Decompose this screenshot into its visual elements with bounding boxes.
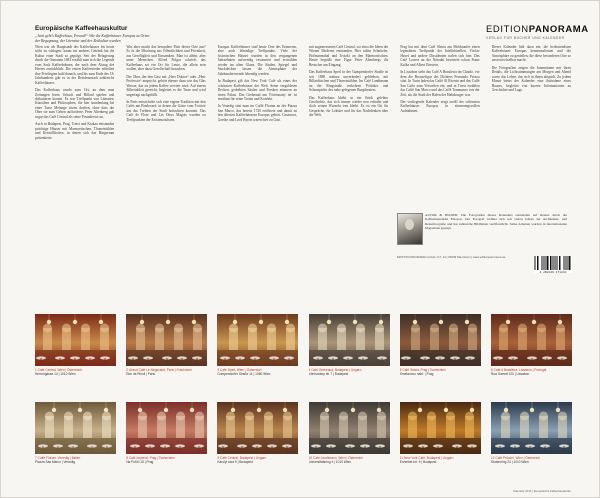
author-info — [397, 213, 567, 253]
page-subtitle: „Jetzt geht’s Kaffeehaus, Freund!“ Wie die Kaffeehäuser Europas zu Orten der Begegnung, der Literatur und der Zeitkultur wurden — [35, 34, 150, 43]
photo-caption-title: 12 Café Prückel, Wien | Österreich — [491, 456, 541, 460]
paragraph: Das Kaffeehaus bleibt so ein Stück gelebter Geschichte, das sich immer wieder neu erfindet und doch seinen Wurzeln treu bleibt. Es ist ein Ort für Gespräche, für Lektüre und für das Nachdenken über die Welt. — [308, 95, 389, 118]
photo-card — [309, 402, 390, 476]
paragraph: Das Kaffeehaus wurde zum Ort, an dem man Zeitungen lesen, Schach und Billard spielen und diskutieren konnte. Es war Treffpunkt von Literaten, Künstlern und Philosophen, die hier stundenlang bei einer Tasse Melange sitzen durften, ohne dass der Ober sie zum Gehen aufforderte. Peter Altenberg gab sogar das Café Central als seine Postadresse an. — [35, 88, 115, 119]
cafe-photo — [217, 402, 298, 454]
photo-card — [35, 402, 116, 476]
photo-caption-title: 11 New York Café, Budapest | Ungarn — [399, 456, 454, 460]
cafe-photo — [126, 402, 207, 454]
cafe-photo — [491, 402, 572, 454]
cafe-photo — [309, 402, 390, 454]
photo-grid — [35, 314, 572, 480]
footer-text: Kalender 2015 | Europäische Kaffeehauskultur — [513, 489, 571, 493]
photo-caption-title: 7 Caffè Florian, Venedig | Italien — [35, 456, 81, 460]
photo-caption-address: Gumpendorfer Straße 11 | 1060 Wien — [217, 372, 271, 376]
paragraph: Auch in Budapest, Prag, Triest und Krakau entstanden prächtige Häuser mit Marmortischen, Thonetstühlen und Kristalllüstern, in denen sich das Bürgertum präsentierte. — [35, 122, 115, 140]
photo-caption-title: 10 Café Landtmann, Wien | Österreich — [308, 456, 363, 460]
paragraph: mit zugemessenen Café Central, wo einst die Ideen der Wiener Moderne entstanden. Hier saßen Schnitzler, Hofmannsthal und Trotzki an den Marmortischen. Heute begrüßt eine Figur Peter Altenbergs die Besucher am Eingang. — [308, 45, 389, 67]
article-column-6 — [492, 45, 571, 205]
photo-caption-title: 1 Café Central, Wien | Österreich — [35, 368, 82, 372]
brand-left: EDITION — [486, 24, 529, 35]
cafe-photo — [309, 314, 390, 366]
photo-caption-title: 6 Café A Brasileira, Lissabon | Portugal — [491, 368, 547, 372]
photo-caption-title: 8 Café Imperial, Prag | Tschechien — [126, 456, 175, 460]
photo-caption-address: Herrengasse 14 | 1010 Wien — [35, 372, 76, 376]
photo-card — [217, 402, 298, 476]
author-portrait — [397, 213, 423, 245]
photo-caption-address: Stubenring 24 | 1010 Wien — [491, 460, 529, 464]
cafe-photo — [400, 314, 481, 366]
cafe-photo — [35, 314, 116, 366]
brand-right: PANORAMA — [528, 24, 589, 35]
photo-card — [491, 402, 572, 476]
paragraph: In Paris entwickelte sich eine eigene Tradition mit den Cafés am Boulevard, in denen die Gäste vom Trottoir aus das Treiben der Stadt betrachten konnten. Das Café de Flore und Les Deux Magots wurden zu Treffpunkten der Existenzialisten. — [126, 99, 206, 122]
publisher-tagline: VERLAG FÜR BÜCHER UND KALENDER — [486, 36, 565, 40]
article-column-1 — [35, 45, 114, 277]
photo-caption-address: Rue de Rivoli | Paris — [126, 372, 156, 376]
paragraph: In Lissabon steht das Café A Brasileira im Chiado, vor dem die Bronzefigur des Dichters Fernando Pessoa sitzt. In Turin laden das Caffè Al Bicerin und das Caffè San Carlo zum Verweilen ein, und in Triest erzählen das Caffè San Marco und das Caffè Tommaseo von der Zeit, als die Stadt der Hafen der Habsburger war. — [400, 70, 480, 97]
cafe-photo — [35, 402, 116, 454]
paragraph: In Budapest gilt das New York Café als eines der schönsten Kaffeehäuser der Welt. Seine vergoldeten Decken, gedrehten Säulen und Fresken erinnern an einen Palast. Das Gerbeaud am Vörösmarty tér ist berühmt für seine Torten und Konfekt. — [217, 79, 297, 101]
article-column-3 — [218, 45, 297, 277]
paragraph: Wien war als Hauptstadt des Kaffeehauses bis heute nicht zu schlagen: kaum ein anderes Getränk hat die Kultur einer Stadt so geprägt. Seit der Belagerung durch die Osmanen 1683 erzählt man sich die Legende vom Sack Kaffeebohnen, der nach dem Abzug des Heeres zurückblieb. Die ersten Kaffeesieder erhielten ihre Privilegien bald danach, und bis zum Ende des 18. Jahrhunderts gab es in der Residenzstadt zahlreiche Kaffeehäuser. — [35, 45, 115, 85]
photo-caption-address: Rua Garrett 120 | Lissabon — [491, 372, 530, 376]
paragraph: Was aber macht das besondere Flair dieser Orte aus? Es ist die Mischung aus Öffentlichkeit und Privatheit, aus Geselligkeit und Einsamkeit. Man ist allein, aber unter Menschen. Alfred Polgar schrieb, das Kaffeehaus sei ein Ort für Leute, die allein sein wollen, aber dazu Gesellschaft brauchen. — [126, 45, 206, 72]
photo-card — [309, 314, 390, 388]
photo-card — [126, 314, 207, 388]
cafe-photo — [126, 314, 207, 366]
author-text: AUTOR & BILDER: Die Fotografien dieses Kalenders entstanden auf Reisen durch die Kaffeehausstädte Europas. Der Fotograf widmet sich seit vielen Jahren der Architektur- und Reisefotografie und hat zahlreiche Bildbände veröffentlicht. Seine Arbeiten wurden in internationalen Magazinen gezeigt. — [425, 213, 567, 230]
paragraph: Die Fotografien zeigen die Innenräume mit ihren Details, die Lichtstimmungen am Morgen und Abend sowie das Leben, das sich in ihnen abspielt. Zu jedem Monat bietet der Kalender eine Aufnahme eines Hauses, begleitet von kurzen Informationen zu Geschichte und Lage. — [491, 65, 571, 93]
paragraph: Das Kaffeehaus Sperl in der Gumpendorfer Straße ist seit 1880 nahezu unverändert geblieben, mit Billardtischen und Thonetstühlen. Im Café Landtmann an der Ringstraße verkehren Politiker und Schauspieler des nahe gelegenen Burgtheaters. — [308, 70, 389, 93]
cafe-photo — [217, 314, 298, 366]
photo-caption-address: Universitätsring 4 | 1010 Wien — [308, 460, 352, 464]
paragraph: Europas Kaffeehäuser sind heute Orte des Erinnerns, aber auch lebendige Treffpunkte. Viele der historischen Häuser wurden in den vergangenen Jahrzehnten aufwendig restauriert und erstrahlen wieder im alten Glanz. Die Säulen, Spiegel und Stuckdecken lassen die Atmosphäre der Jahrhundertwende lebendig werden. — [217, 45, 297, 76]
photo-card — [217, 314, 298, 388]
photo-caption-title: 5 Café Slavia, Prag | Tschechien — [399, 368, 446, 372]
photo-caption-address: Vörösmarty tér 7 | Budapest — [308, 372, 349, 376]
photo-caption-address: Erzsébet krt. 9 | Budapest — [399, 460, 437, 464]
cafe-photo — [491, 314, 572, 366]
paragraph: In Venedig sitzt man im Caffè Florian an der Piazza San Marco, das bereits 1720 eröffnete und damit zu den ältesten Kaffeehäusern Europas gehört. Casanova, Goethe und Lord Byron waren hier zu Gast. — [217, 104, 297, 122]
publisher-address: EDITION PANORAMA GmbH | G7, 14 | 68159 Mannheim | www.editionpanorama.de — [397, 255, 506, 259]
barcode-number: 4 260149 471234 — [539, 271, 567, 274]
paragraph: Prag hat mit dem Café Slavia am Moldauufer einen legendären Treffpunkt der Intellektuellen. Václav Havel und andere Dissidenten trafen sich hier. Das Café Louvre an der Národní bewirtete schon Franz Kafka und Albert Einstein. — [400, 45, 480, 67]
photo-caption-title: 4 Café Gerbeaud, Budapest | Ungarn — [308, 368, 362, 372]
article-column-2 — [126, 45, 205, 277]
photo-caption-title: 2 Grand Café Le Négociant, Paris | Frankreich — [126, 368, 192, 372]
publisher-logo — [486, 24, 589, 35]
paragraph: Der vorliegende Kalender zeigt zwölf der schönsten Kaffeehäuser Europas in stimmungsvollen Aufnahmen. — [400, 99, 480, 113]
photo-caption-address: Károlyi utca 9 | Budapest — [217, 460, 253, 464]
paragraph: Dieser Kalender lädt dazu ein, die bedeutendsten Kaffeehäuser Europas kennenzulernen und die Atmosphäre zu genießen, die diese besonderen Orte so unverwechselbar macht. — [491, 45, 571, 63]
article-column-4 — [309, 45, 388, 277]
photo-card — [400, 402, 481, 476]
cafe-photo — [400, 402, 481, 454]
photo-caption-title: 3 Café Sperl, Wien | Österreich — [217, 368, 262, 372]
paragraph: Der Ober, der den Gast mit „Herr Doktor“ oder „Herr Professor“ anspricht, gehört ebenso dazu wie das Glas Wasser, das zu jedem Kaffee serviert wird. Auf einem Silbertablett gereicht, begleitet es die Tasse und wird ungefragt nachgefüllt. — [126, 74, 206, 97]
photo-caption-address: Smetanovo nábř. | Prag — [399, 372, 434, 376]
photo-caption-title: 9 Café Central, Budapest | Ungarn — [217, 456, 267, 460]
page-title: Europäische Kaffeehauskultur — [35, 25, 128, 32]
photo-card — [400, 314, 481, 388]
photo-card — [35, 314, 116, 388]
photo-card — [126, 402, 207, 476]
photo-caption-address: Na Poříčí 15 | Prag — [126, 460, 154, 464]
photo-caption-address: Piazza San Marco | Venedig — [35, 460, 75, 464]
photo-card — [491, 314, 572, 388]
